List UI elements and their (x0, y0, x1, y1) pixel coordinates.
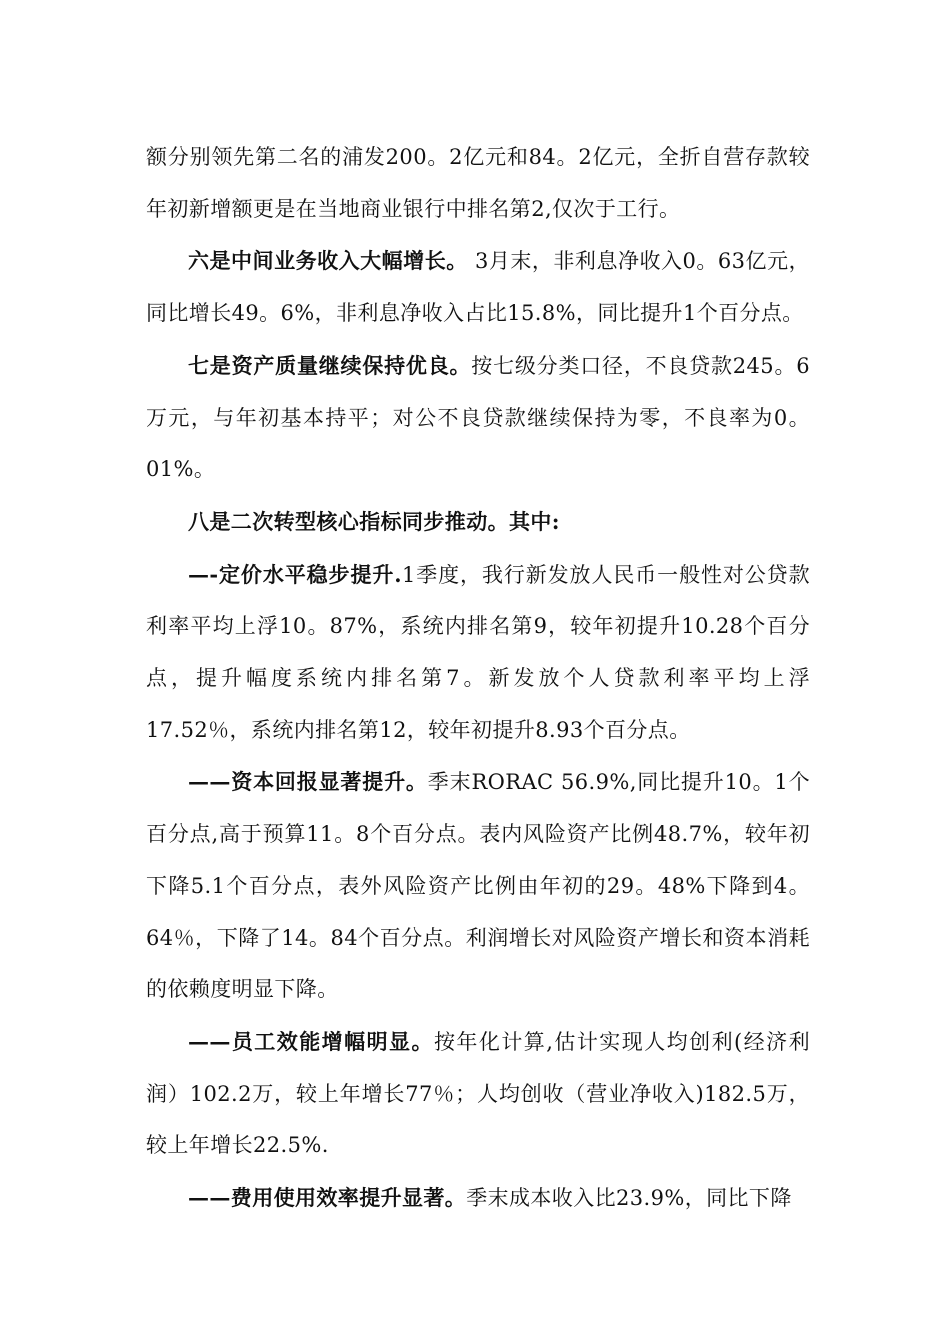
paragraph-asset-quality (146, 340, 810, 496)
paragraph-pricing-level (146, 549, 810, 757)
document-page (146, 132, 810, 1225)
paragraph-body: 按七级分类口径，不良贷款245。6万元，与年初基本持平；对公不良贷款继续保持为零，不良率为0。01%。 (146, 353, 810, 482)
paragraph-body: 3月末，非利息净收入0。63亿元，同比增长49。6%，非利息净收入占比15.8%，同比提升1个百分点。 (146, 249, 810, 326)
paragraph-transformation-indicators (146, 496, 810, 549)
paragraph-heading: ——资本回报显著提升。 (188, 769, 428, 795)
paragraph-heading: ——费用使用效率提升显著。 (188, 1185, 467, 1211)
paragraph-body: 季末RORAC 56.9%,同比提升10。1个百分点,高于预算11。8个百分点。表内风险资产比例48.7%，较年初下降5.1个百分点，表外风险资产比例由年初的29。48%下降到4。64％，下降了14。84个百分点。利润增长对风险资产增长和资本消耗的依赖度明显下降。 (146, 770, 811, 1002)
paragraph-staff-efficiency (146, 1016, 810, 1172)
paragraph-heading: 七是资产质量继续保持优良。 (188, 352, 472, 378)
paragraph-deposit-ranking (146, 132, 810, 235)
paragraph-heading: —-定价水平稳步提升. (188, 561, 402, 587)
paragraph-heading: ——员工效能增幅明显。 (188, 1028, 434, 1054)
paragraph-capital-return (146, 756, 810, 1016)
paragraph-body: 季末成本收入比23.9%，同比下降 (466, 1186, 792, 1211)
paragraph-body: 1季度，我行新发放人民币一般性对公贷款利率平均上浮10。87%，系统内排名第9，较年初提升10.28个百分点，提升幅度系统内排名第7。新发放个人贷款利率平均上浮17.52％，系统内排名第12，较年初提升8.93个百分点。 (146, 562, 810, 742)
paragraph-body: 按年化计算,估计实现人均创利(经济利润）102.2万，较上年增长77％；人均创收（营业净收入)182.5万，较上年增长22.5%. (146, 1029, 810, 1158)
paragraph-heading: 八是二次转型核心指标同步推动。其中: (188, 508, 560, 534)
paragraph-body: 额分别领先第二名的浦发200。2亿元和84。2亿元，全折自营存款较年初新增额更是在当地商业银行中排名第2,仅次于工行。 (146, 145, 810, 221)
paragraph-heading: 六是中间业务收入大幅增长。 (188, 248, 468, 274)
paragraph-cost-efficiency (146, 1172, 810, 1225)
paragraph-intermediate-income (146, 235, 810, 339)
